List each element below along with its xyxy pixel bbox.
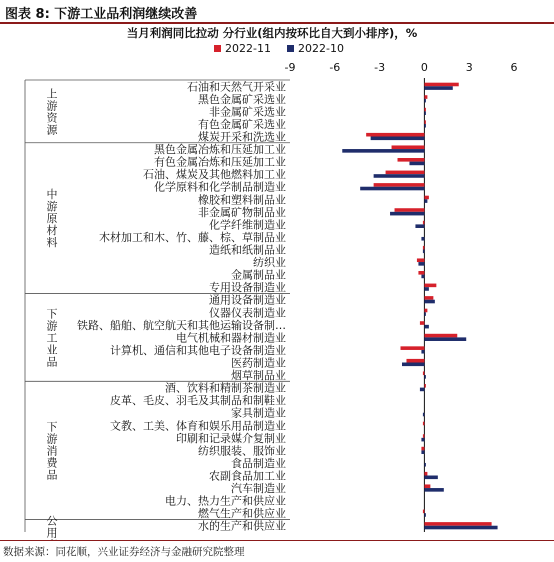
group-label-char: 品 — [46, 355, 58, 369]
bar-2022-11 — [398, 158, 425, 162]
group-label — [47, 420, 59, 481]
bar-2022-11 — [424, 484, 430, 488]
category-label: 非金属矿物制品业 — [198, 205, 286, 219]
bar-2022-10 — [424, 526, 497, 530]
bar-2022-10 — [421, 275, 424, 279]
bar-2022-10 — [424, 463, 425, 467]
bar-2022-11 — [374, 183, 425, 187]
bar-2022-11 — [423, 371, 424, 375]
bar-2022-11 — [423, 510, 424, 514]
category-label: 食品制造业 — [231, 456, 286, 470]
bar-2022-11 — [421, 447, 424, 451]
category-label: 煤炭开采和洗选业 — [198, 130, 286, 144]
bar-2022-10 — [360, 187, 424, 191]
bar-2022-11 — [423, 422, 424, 426]
x-tick-label: 0 — [420, 61, 428, 74]
source-note: 数据来源：同花顺，兴业证券经济与金融研究院整理 — [3, 546, 245, 558]
group-label-char: 资 — [46, 111, 58, 125]
x-tick-label: 6 — [510, 61, 518, 74]
category-label: 专用设备制造业 — [209, 281, 286, 295]
bar-2022-11 — [418, 271, 424, 275]
x-tick-label: -6 — [329, 61, 341, 74]
category-label: 电力、热力生产和供应业 — [165, 494, 286, 508]
group-label-char: 源 — [46, 123, 58, 137]
group-label — [47, 307, 58, 368]
group-label-char: 游 — [46, 319, 58, 333]
bar-2022-10 — [424, 513, 425, 517]
bar-2022-10 — [424, 476, 437, 480]
bar-2022-10 — [421, 450, 424, 454]
category-label: 木材加工和木、竹、藤、棕、草制品业 — [99, 230, 286, 244]
bar-2022-11 — [423, 221, 424, 225]
group-label-char: 游 — [46, 200, 58, 214]
category-label: 仪器仪表制造业 — [209, 306, 286, 320]
bar-2022-11 — [424, 296, 433, 300]
group-label-char: 工 — [46, 331, 58, 345]
bar-2022-10 — [415, 224, 424, 228]
bar-2022-10 — [424, 488, 443, 492]
bar-2022-10 — [390, 212, 424, 216]
bar-2022-10 — [371, 137, 425, 141]
bar-2022-10 — [423, 413, 424, 417]
category-label: 农副食品加工业 — [209, 469, 286, 483]
bar-2022-10 — [409, 162, 424, 166]
bar-2022-11 — [423, 246, 424, 250]
category-label: 汽车制造业 — [231, 482, 286, 496]
category-label: 黑色金属矿采选业 — [198, 92, 286, 106]
bar-2022-10 — [424, 287, 428, 291]
category-label: 造纸和纸制品业 — [209, 243, 286, 257]
category-label: 纺织业 — [253, 256, 286, 270]
bar-2022-10 — [342, 149, 424, 153]
group-label-char: 上 — [46, 87, 58, 101]
category-label: 电气机械和器材制造业 — [176, 331, 286, 345]
category-label: 有色金属矿采选业 — [198, 117, 286, 131]
bar-2022-11 — [424, 120, 425, 124]
bar-2022-10 — [424, 300, 434, 304]
bar-2022-11 — [424, 309, 427, 313]
legend-swatch-2 — [287, 45, 294, 52]
category-label: 石油、煤炭及其他燃料加工业 — [143, 168, 286, 182]
bar-2022-10 — [402, 363, 424, 367]
bar-2022-10 — [420, 388, 424, 392]
category-label: 家具制造业 — [231, 406, 286, 420]
category-label: 计算机、通信和其他电子设备制造业 — [110, 343, 286, 357]
bar-2022-10 — [424, 124, 425, 128]
x-tick-label: -9 — [284, 61, 296, 74]
group-label-char: 公 — [46, 514, 58, 528]
category-label: 化学原料和化学制品制造业 — [154, 180, 286, 194]
bar-2022-11 — [406, 359, 424, 363]
group-label-char: 原 — [46, 212, 58, 226]
bar-2022-10 — [421, 350, 424, 354]
bar-2022-11 — [424, 284, 436, 288]
bar-2022-10 — [418, 262, 424, 266]
category-label: 医药制造业 — [231, 356, 286, 370]
bar-2022-10 — [423, 250, 424, 254]
group-label-char: 下 — [46, 307, 58, 321]
chart-title: 当月利润同比拉动 分行业(组内按环比自大到小排序)，% — [126, 26, 418, 40]
bar-2022-10 — [424, 337, 466, 341]
category-label: 橡胶和塑料制品业 — [198, 193, 286, 207]
category-label: 烟草制品业 — [231, 369, 286, 383]
category-label: 黑色金属冶炼和压延加工业 — [154, 143, 286, 157]
group-label-char: 中 — [46, 188, 58, 202]
category-label: 文教、工美、体育和娱乐用品制造业 — [110, 419, 286, 433]
x-tick-label: 3 — [465, 61, 473, 74]
group-label-char: 费 — [46, 456, 58, 470]
legend-label-1: 2022-11 — [225, 42, 271, 55]
bar-2022-11 — [424, 196, 428, 200]
bar-2022-11 — [424, 472, 427, 476]
bar-2022-11 — [417, 258, 424, 262]
bar-2022-11 — [420, 321, 424, 325]
bar-2022-10 — [424, 312, 425, 316]
bar-2022-10 — [424, 199, 427, 203]
group-label-char: 材 — [46, 224, 58, 238]
bar-2022-10 — [421, 237, 424, 241]
category-label: 皮革、毛皮、羽毛及其制品和制鞋业 — [110, 394, 286, 408]
group-label-char: 用 — [46, 526, 58, 540]
bar-2022-11 — [424, 522, 491, 526]
bar-2022-10 — [424, 111, 425, 115]
bar-2022-10 — [374, 174, 425, 178]
bar-2022-10 — [424, 325, 428, 329]
category-label: 金属制品业 — [231, 268, 286, 282]
bar-2022-11 — [386, 171, 425, 175]
bar-2022-11 — [424, 83, 458, 87]
bar-2022-10 — [421, 438, 424, 442]
bar-2022-11 — [423, 434, 424, 438]
category-label: 印刷和记录媒介复制业 — [176, 431, 286, 445]
bar-2022-10 — [424, 99, 425, 103]
bar-2022-11 — [424, 334, 457, 338]
group-label-char: 业 — [46, 343, 58, 357]
bar-2022-11 — [401, 346, 425, 350]
category-label: 铁路、船舶、航空航天和其他运输设备制… — [77, 318, 286, 332]
legend-swatch-1 — [214, 45, 221, 52]
bar-2022-11 — [424, 95, 427, 99]
bar-2022-11 — [366, 133, 424, 137]
category-label: 水的生产和供应业 — [198, 519, 286, 533]
bar-2022-11 — [392, 145, 425, 149]
footer-rule — [0, 540, 554, 541]
group-label-char: 游 — [46, 99, 58, 113]
category-label: 非金属矿采选业 — [209, 105, 286, 119]
category-label: 化学纤维制造业 — [209, 218, 286, 232]
bar-2022-10 — [424, 86, 452, 90]
bar-2022-11 — [395, 208, 425, 212]
category-label: 通用设备制造业 — [209, 293, 286, 307]
category-label: 石油和天然气开采业 — [187, 80, 286, 94]
legend-label-2: 2022-10 — [298, 42, 344, 55]
category-label: 酒、饮料和精制茶制造业 — [165, 381, 286, 395]
group-label-char: 游 — [46, 432, 58, 446]
group-label — [47, 86, 59, 136]
group-label-char: 品 — [46, 468, 58, 482]
bar-2022-10 — [424, 375, 425, 379]
category-label: 燃气生产和供应业 — [198, 507, 286, 521]
figure-title: 图表 8: 下游工业品利润继续改善 — [5, 7, 198, 22]
group-label-char: 料 — [46, 236, 58, 250]
group-label — [47, 187, 58, 249]
bar-2022-11 — [424, 108, 425, 112]
category-label: 纺织服装、服饰业 — [198, 444, 286, 458]
bar-2022-11 — [424, 384, 425, 388]
group-label-char: 下 — [46, 420, 58, 434]
group-label — [47, 514, 58, 540]
group-label-char: 消 — [46, 444, 58, 458]
category-label: 有色金属冶炼和压延加工业 — [154, 155, 286, 169]
x-tick-label: -3 — [374, 61, 386, 74]
